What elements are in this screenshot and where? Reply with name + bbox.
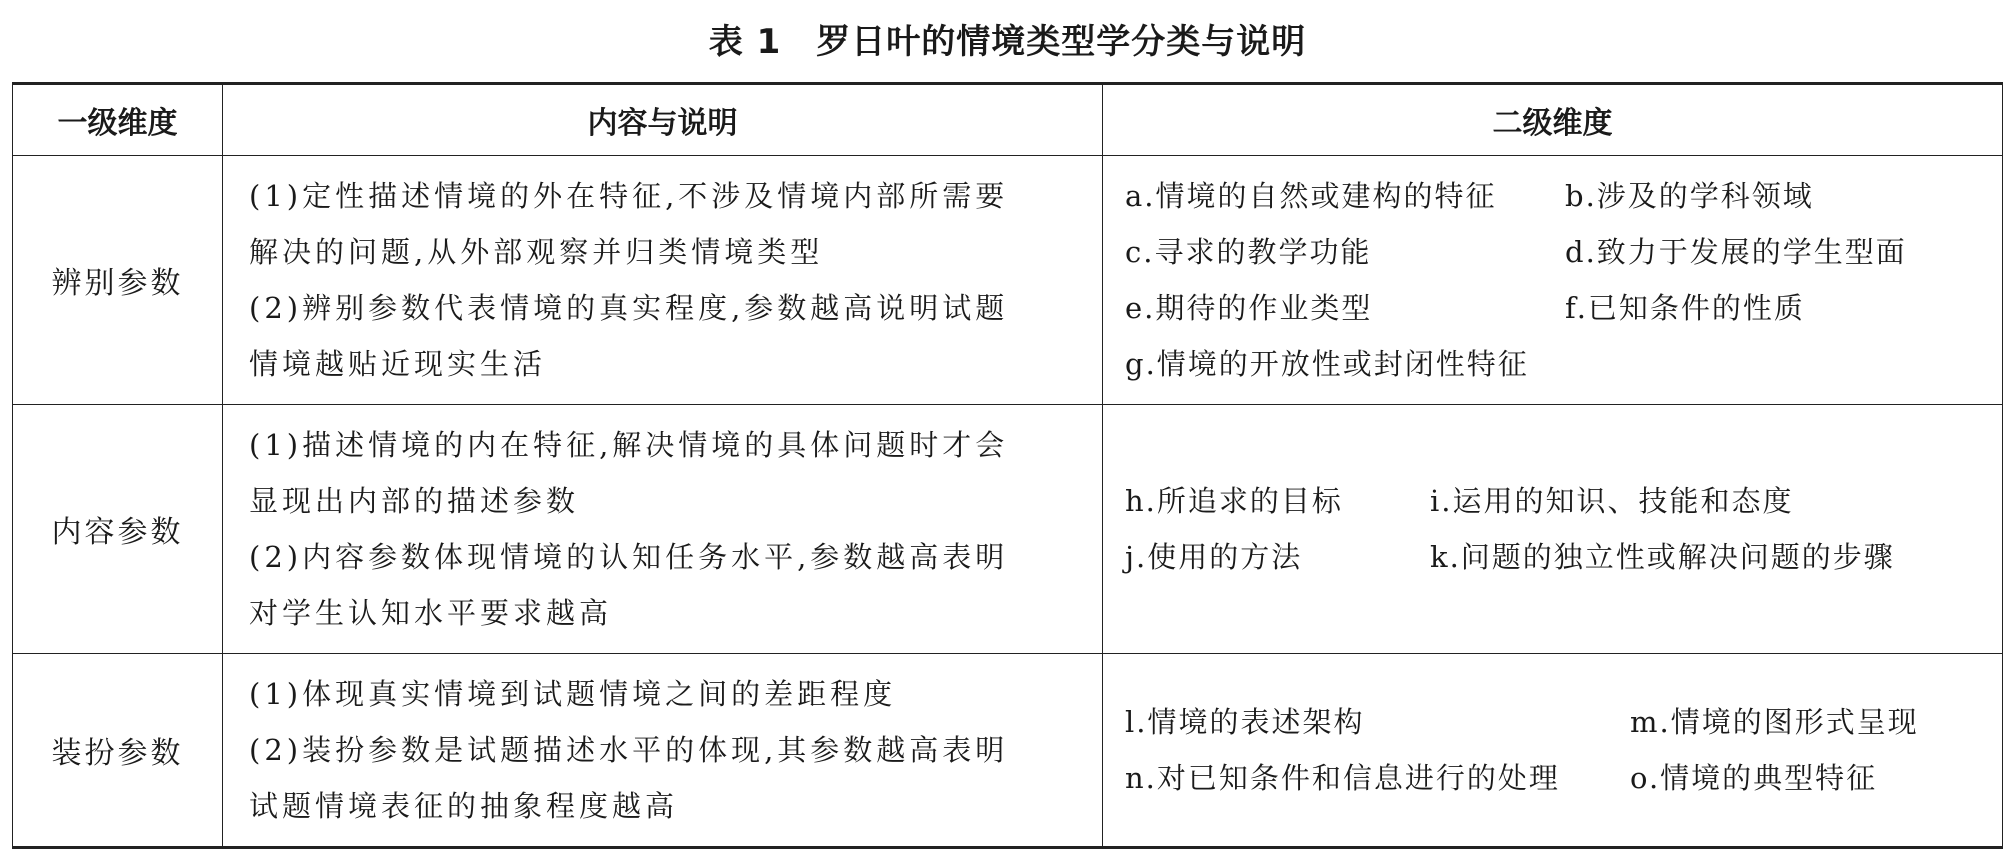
table-row <box>13 654 2003 848</box>
secondary-item: i.运用的知识、技能和态度 <box>1430 484 1794 518</box>
header-row <box>13 84 2003 156</box>
content-line: (2)内容参数体现情境的认知任务水平,参数越高表明 <box>249 540 1009 574</box>
secondary-dimension-cell <box>1103 405 2003 654</box>
secondary-item: d.致力于发展的学生型面 <box>1565 235 1907 269</box>
content-cell <box>223 156 1103 405</box>
secondary-dimension-cell <box>1103 654 2003 848</box>
secondary-item: m.情境的图形式呈现 <box>1630 705 1919 739</box>
content-line: (2)辨别参数代表情境的真实程度,参数越高说明试题 <box>249 291 1009 325</box>
content-line: 对学生认知水平要求越高 <box>249 596 613 630</box>
secondary-item: j.使用的方法 <box>1125 540 1303 574</box>
secondary-item: k.问题的独立性或解决问题的步骤 <box>1430 540 1895 574</box>
table-title: 表 1 罗日叶的情境类型学分类与说明 <box>708 22 1307 62</box>
secondary-item: l.情境的表述架构 <box>1125 705 1365 739</box>
content-line: (1)描述情境的内在特征,解决情境的具体问题时才会 <box>249 428 1009 462</box>
secondary-item: b.涉及的学科领域 <box>1565 179 1814 213</box>
content-cell <box>223 405 1103 654</box>
classification-table <box>12 82 2003 849</box>
secondary-item: n.对已知条件和信息进行的处理 <box>1125 761 1560 795</box>
header-secondary-dimension: 二级维度 <box>1103 84 2003 156</box>
content-line: 试题情境表征的抽象程度越高 <box>249 789 679 823</box>
secondary-item: e.期待的作业类型 <box>1125 291 1373 325</box>
primary-dimension-cell: 装扮参数 <box>13 654 223 848</box>
content-line: 解决的问题,从外部观察并归类情境类型 <box>249 235 824 269</box>
content-line: 情境越贴近现实生活 <box>249 347 547 381</box>
content-line: (1)定性描述情境的外在特征,不涉及情境内部所需要 <box>249 179 1009 213</box>
header-content-description: 内容与说明 <box>223 84 1103 156</box>
secondary-dimension-cell <box>1103 156 2003 405</box>
secondary-item: c.寻求的教学功能 <box>1125 235 1372 269</box>
content-cell <box>223 654 1103 848</box>
secondary-item: g.情境的开放性或封闭性特征 <box>1125 347 1529 381</box>
table-row <box>13 156 2003 405</box>
primary-dimension-cell: 辨别参数 <box>13 156 223 405</box>
content-line: 显现出内部的描述参数 <box>249 484 580 518</box>
content-line: (1)体现真实情境到试题情境之间的差距程度 <box>249 677 897 711</box>
content-line: (2)装扮参数是试题描述水平的体现,其参数越高表明 <box>249 733 1009 767</box>
secondary-item: o.情境的典型特征 <box>1630 761 1878 795</box>
table-row <box>13 405 2003 654</box>
header-primary-dimension: 一级维度 <box>13 84 223 156</box>
secondary-item: f.已知条件的性质 <box>1565 291 1805 325</box>
secondary-item: a.情境的自然或建构的特征 <box>1125 179 1497 213</box>
primary-dimension-cell: 内容参数 <box>13 405 223 654</box>
secondary-item: h.所追求的目标 <box>1125 484 1343 518</box>
